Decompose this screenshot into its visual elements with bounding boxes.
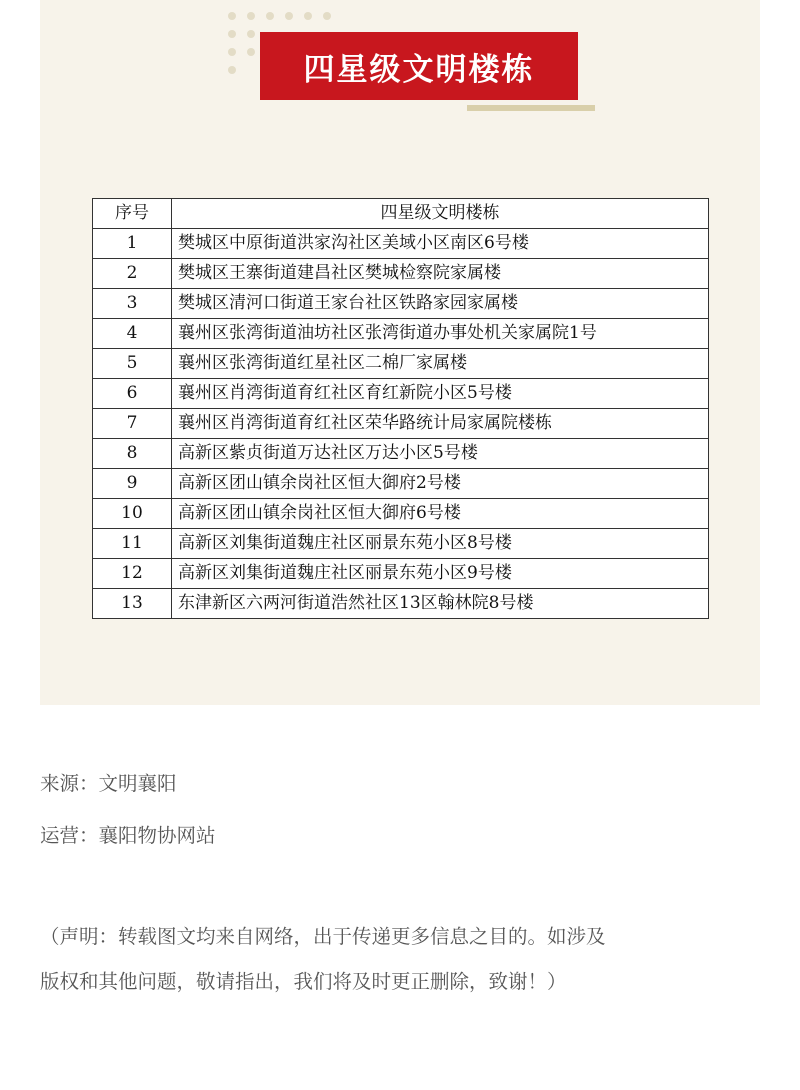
table-row xyxy=(93,499,709,529)
row-index: 9 xyxy=(93,469,172,499)
row-building-name: 高新区紫贞街道万达社区万达小区5号楼 xyxy=(172,439,709,469)
building-list-table xyxy=(92,198,709,619)
table-row xyxy=(93,259,709,289)
page-title-banner xyxy=(260,32,578,100)
row-index: 12 xyxy=(93,559,172,589)
table-row xyxy=(93,409,709,439)
row-index: 6 xyxy=(93,379,172,409)
table-header-row xyxy=(93,199,709,229)
table-row xyxy=(93,469,709,499)
row-index: 7 xyxy=(93,409,172,439)
row-index: 3 xyxy=(93,289,172,319)
table-row xyxy=(93,589,709,619)
row-building-name: 高新区刘集街道魏庄社区丽景东苑小区9号楼 xyxy=(172,559,709,589)
column-header-index: 序号 xyxy=(93,199,172,229)
table-row xyxy=(93,529,709,559)
disclaimer xyxy=(40,914,760,1004)
row-building-name: 襄州区肖湾街道育红社区荣华路统计局家属院楼栋 xyxy=(172,409,709,439)
row-index: 2 xyxy=(93,259,172,289)
row-index: 5 xyxy=(93,349,172,379)
table-row xyxy=(93,559,709,589)
row-index: 1 xyxy=(93,229,172,259)
table-row xyxy=(93,319,709,349)
row-building-name: 襄州区张湾街道油坊社区张湾街道办事处机关家属院1号 xyxy=(172,319,709,349)
table-row xyxy=(93,229,709,259)
decorative-dot xyxy=(247,30,255,38)
decorative-dot xyxy=(228,12,236,20)
decorative-dot xyxy=(247,12,255,20)
decorative-dot xyxy=(247,48,255,56)
decorative-dot xyxy=(323,12,331,20)
row-index: 8 xyxy=(93,439,172,469)
row-building-name: 樊城区清河口街道王家台社区铁路家园家属楼 xyxy=(172,289,709,319)
page-title: 四星级文明楼栋 xyxy=(303,51,535,88)
decorative-dot xyxy=(228,48,236,56)
decorative-dot xyxy=(228,30,236,38)
table-row xyxy=(93,289,709,319)
row-index: 11 xyxy=(93,529,172,559)
row-building-name: 高新区团山镇余岗社区恒大御府2号楼 xyxy=(172,469,709,499)
decorative-dot xyxy=(304,12,312,20)
decorative-dot xyxy=(266,12,274,20)
row-building-name: 高新区团山镇余岗社区恒大御府6号楼 xyxy=(172,499,709,529)
row-building-name: 樊城区中原街道洪家沟社区美域小区南区6号楼 xyxy=(172,229,709,259)
row-building-name: 高新区刘集街道魏庄社区丽景东苑小区8号楼 xyxy=(172,529,709,559)
disclaimer-line-1: （声明：转载图文均来自网络，出于传递更多信息之目的。如涉及 xyxy=(40,925,606,948)
decorative-dot xyxy=(228,66,236,74)
table-row xyxy=(93,379,709,409)
row-index: 4 xyxy=(93,319,172,349)
table-row xyxy=(93,349,709,379)
row-building-name: 樊城区王寨街道建昌社区樊城检察院家属楼 xyxy=(172,259,709,289)
table-body xyxy=(93,229,709,619)
row-building-name: 襄州区张湾街道红星社区二棉厂家属楼 xyxy=(172,349,709,379)
row-index: 13 xyxy=(93,589,172,619)
column-header-name: 四星级文明楼栋 xyxy=(172,199,709,229)
operator-line: 运营：襄阳物协网站 xyxy=(40,824,216,847)
table-row xyxy=(93,439,709,469)
row-index: 10 xyxy=(93,499,172,529)
banner-accent-bar xyxy=(467,105,595,111)
row-building-name: 东津新区六两河街道浩然社区13区翰林院8号楼 xyxy=(172,589,709,619)
disclaimer-line-2: 版权和其他问题，敬请指出，我们将及时更正删除，致谢！） xyxy=(40,970,567,993)
row-building-name: 襄州区肖湾街道育红社区育红新院小区5号楼 xyxy=(172,379,709,409)
decorative-dot xyxy=(285,12,293,20)
source-line: 来源：文明襄阳 xyxy=(40,772,177,795)
